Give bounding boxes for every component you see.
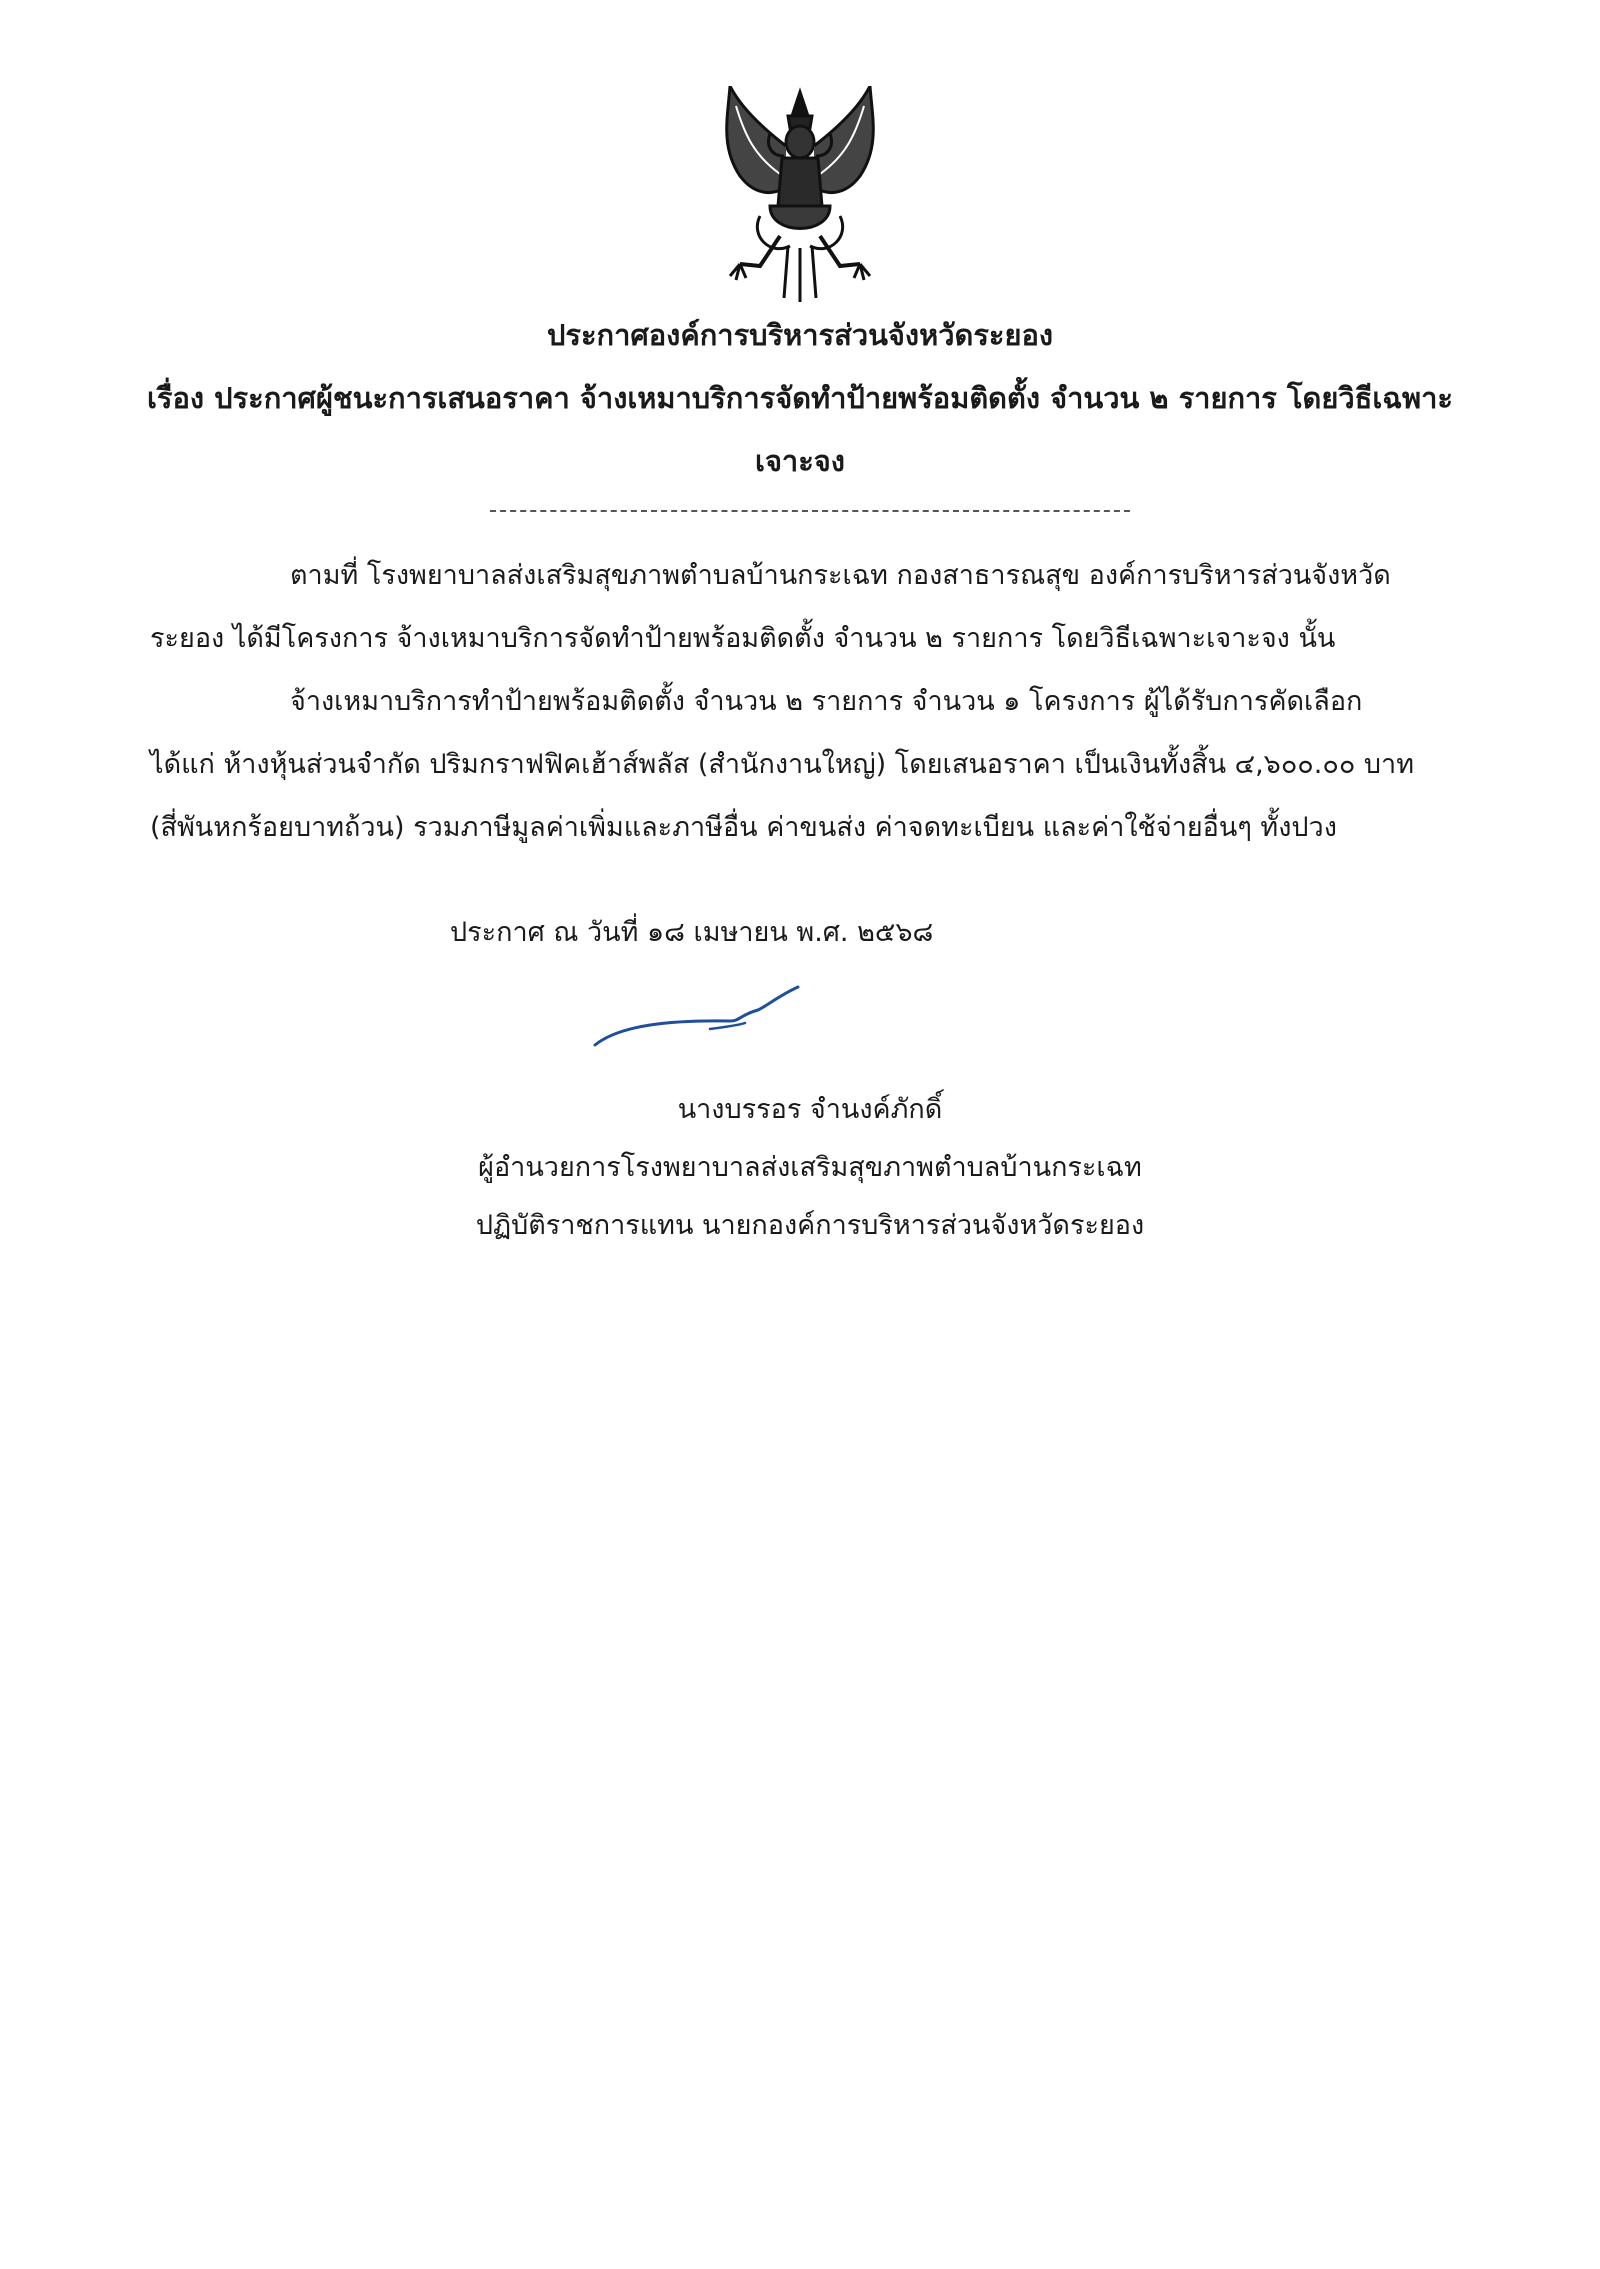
paragraph-1-line-1: ตามที่ โรงพยาบาลส่งเสริมสุขภาพตำบลบ้านกระเฉท กองสาธารณสุข องค์การบริหารส่วนจังหวัด [290, 560, 1391, 591]
garuda-emblem-icon [700, 86, 900, 306]
signatory-acting-for: ปฏิบัติราชการแทน นายกองค์การบริหารส่วนจังหวัดระยอง [475, 1210, 1145, 1241]
paragraph-2-line-2: ได้แก่ ห้างหุ้นส่วนจำกัด ปริมกราฟฟิคเฮ้าส์พลัส (สำนักงานใหญ่) โดยเสนอราคา เป็นเงินทั้งสิ้น ๔,๖๐๐.๐๐ บาท [150, 749, 1415, 780]
paragraph-1-line-2: ระยอง ได้มีโครงการ จ้างเหมาบริการจัดทำป้ายพร้อมติดตั้ง จำนวน ๒ รายการ โดยวิธีเฉพาะเจาะจง นั้น [150, 623, 1336, 654]
signatory-position: ผู้อำนวยการโรงพยาบาลส่งเสริมสุขภาพตำบลบ้านกระเฉท [478, 1152, 1142, 1183]
announcement-date: ประกาศ ณ วันที่ ๑๘ เมษายน พ.ศ. ๒๕๖๘ [450, 917, 934, 948]
signatory-name: นางบรรอร จำนงค์ภักดิ์ [677, 1094, 943, 1125]
handwritten-signature [590, 985, 810, 1055]
paragraph-2-line-3: (สี่พันหกร้อยบาทถ้วน) รวมภาษีมูลค่าเพิ่มและภาษีอื่น ค่าขนส่ง ค่าจดทะเบียน และค่าใช้จ่ายอื่นๆ ทั้งปวง [150, 812, 1337, 843]
subject-line: เรื่อง ประกาศผู้ชนะการเสนอราคา จ้างเหมาบริการจัดทำป้ายพร้อมติดตั้ง จำนวน ๒ รายการ โดยวิธีเฉพาะ [146, 381, 1454, 415]
divider [490, 510, 1130, 512]
subject-line-continued: เจาะจง [755, 444, 845, 478]
page-title: ประกาศองค์การบริหารส่วนจังหวัดระยอง [546, 318, 1054, 352]
paragraph-2-line-1: จ้างเหมาบริการทำป้ายพร้อมติดตั้ง จำนวน ๒ รายการ จำนวน ๑ โครงการ ผู้ได้รับการคัดเลือก [290, 686, 1363, 717]
